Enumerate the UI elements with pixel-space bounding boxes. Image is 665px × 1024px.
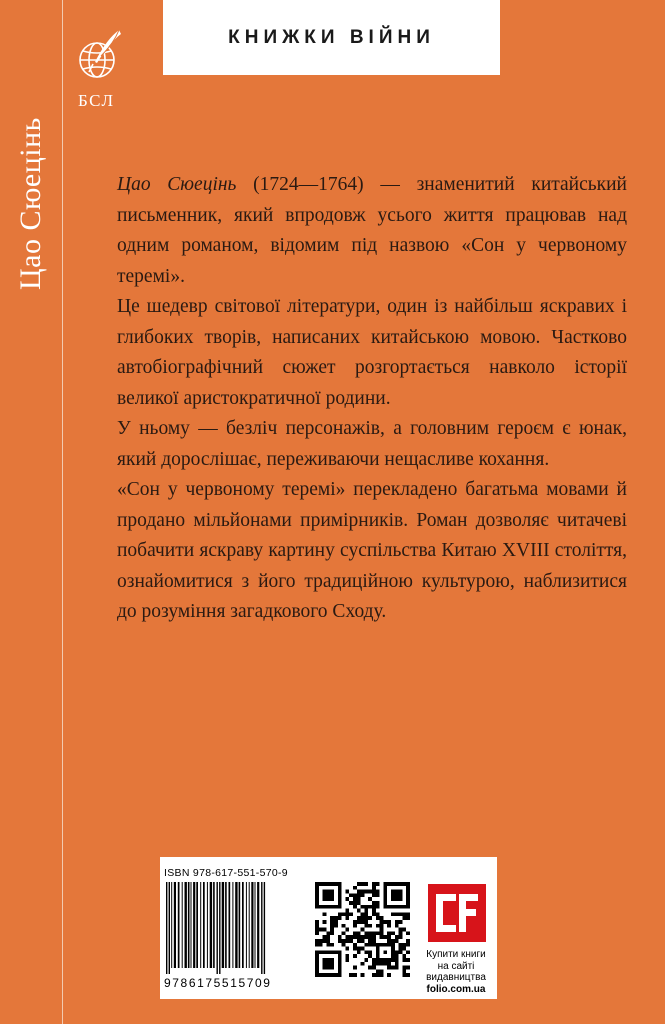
spine-author-name: Цао Сюецінь bbox=[14, 117, 47, 290]
store-line-2: на сайті bbox=[437, 960, 475, 972]
author-name-italic: Цао Сюецінь bbox=[117, 174, 237, 195]
book-description bbox=[117, 170, 627, 628]
description-paragraph-3: У ньому — безліч персонажів, а головним героєм є юнак, який дорослішає, переживаючи нещасливе кохання. bbox=[117, 418, 627, 470]
series-title: КНИЖКИ ВІЙНИ bbox=[228, 26, 435, 48]
qr-code-icon bbox=[315, 882, 410, 977]
folio-cf-logo-icon bbox=[428, 884, 486, 942]
globe-quill-icon bbox=[75, 28, 127, 88]
isbn-label: ISBN 978-617-551-570-9 bbox=[164, 867, 288, 879]
barcode-panel bbox=[160, 857, 497, 999]
store-caption bbox=[416, 949, 496, 995]
description-paragraph-1 bbox=[117, 170, 627, 292]
barcode-digits: 9786175515709 bbox=[164, 976, 272, 990]
store-site-link[interactable]: folio.com.ua bbox=[426, 983, 486, 995]
publisher-label: БСЛ bbox=[78, 91, 115, 110]
description-paragraph-4: «Сон у червоному теремі» перекладено багатьма мовами й продано мільйонами примірників. Роман дозволяє читачеві побачити яскраву картину суспільства Китаю XVIII століття, ознайомитися з його традиційною культурою, наблизитися до розуміння загадкового Сходу. bbox=[117, 479, 627, 622]
description-paragraph-2: Це шедевр світової літератури, один із найбільш яскравих і глибоких творів, написаних китайською мовою. Частково автобіографічний сюжет розгортається навколо історії великої аристократичної родини. bbox=[117, 296, 627, 409]
store-line-1: Купити книги bbox=[426, 949, 486, 960]
series-banner bbox=[163, 0, 500, 75]
description-p1-text: (1724—1764) — знаменитий китайський письменник, який впродовж усього життя працював над одним романом, відомим під назвою «Сон у червоному теремі». bbox=[117, 174, 627, 287]
isbn-barcode-icon bbox=[164, 882, 304, 974]
spine-author bbox=[14, 117, 54, 291]
store-line-3: видавництва bbox=[426, 972, 486, 983]
spine-divider bbox=[62, 0, 63, 1024]
